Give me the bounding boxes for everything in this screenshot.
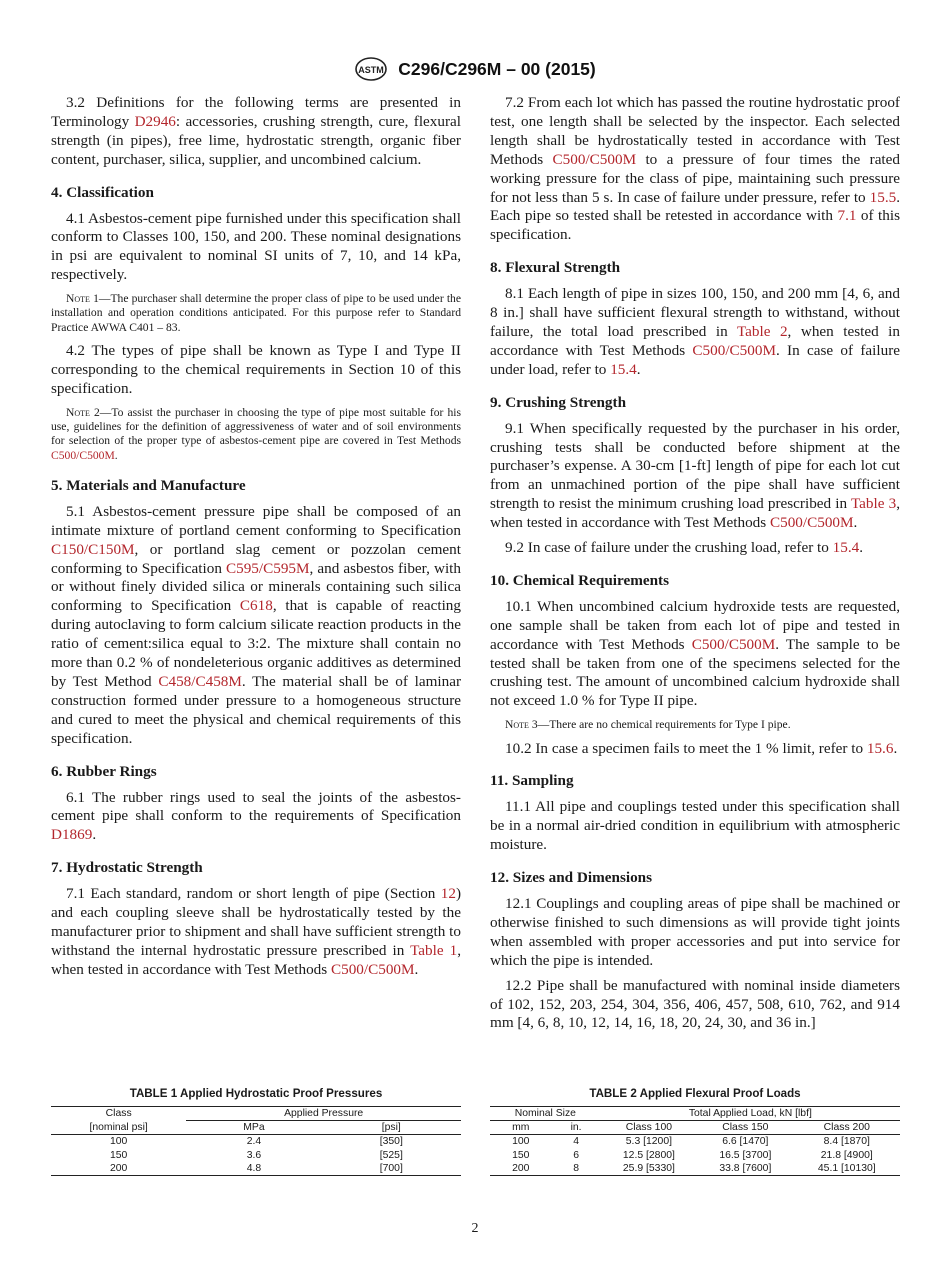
- link-c500[interactable]: C500/C500M: [552, 150, 637, 168]
- link-7-1[interactable]: 7.1: [837, 207, 857, 225]
- table-cell: 150: [512, 1149, 530, 1161]
- table-header: Class 100: [601, 1121, 697, 1135]
- table-cell: 8: [552, 1162, 601, 1176]
- astm-logo-icon: [354, 56, 388, 82]
- note-2: Note 2—To assist the purchaser in choosing the type of pipe most suitable for his use, guidelines for the definition of aggressiveness of water and of soil environments for selection of the proper type of asbestos-cement pipe are covered in Test Methods C500/C500M.: [51, 405, 461, 462]
- note-1: Note 1—The purchaser shall determine the proper class of pipe to be used under the installation and operation conditions anticipated. For this purpose refer to Standard Practice AWWA C401 – 83.: [51, 292, 461, 334]
- para-4-1: 4.1 Asbestos-cement pipe furnished under this specification shall conform to Classes 100, 150, and 200. These nominal designations in psi are equivalent to nominal SI units of 7, 10, and 14 kPa, respectively.: [51, 209, 461, 284]
- page-number: 2: [471, 1221, 479, 1236]
- link-d1869[interactable]: D1869: [51, 826, 93, 844]
- table-cell: 3.6: [246, 1149, 262, 1161]
- table-header: Class 200: [794, 1121, 900, 1135]
- table-cell: 4: [573, 1136, 579, 1148]
- table-cell: 100: [109, 1136, 128, 1148]
- table-cell: 200: [51, 1162, 186, 1176]
- para-12-2: 12.2 Pipe shall be manufactured with nominal inside diameters of 102, 152, 203, 254, 304, 356, 406, 457, 508, 610, 762, and 914 mm [4, 6, 8, 10, 12, 14, 16, 18, 20, 24, 30, and 36 in.]: [490, 976, 900, 1032]
- para-4-2: 4.2 The types of pipe shall be known as Type I and Type II corresponding to the chemical requirements in Section 10 of this specification.: [51, 342, 461, 397]
- link-table-3[interactable]: Table 3: [850, 495, 897, 513]
- left-column: [51, 94, 461, 980]
- link-15-4[interactable]: 15.4: [832, 539, 860, 557]
- para-6-1: 6.1 The rubber rings used to seal the joints of the asbestos-cement pipe shall conform to the requirements of Specification D1869.: [51, 788, 461, 844]
- table-cell: 5.3 [1200]: [625, 1136, 673, 1148]
- link-c595[interactable]: C595/C595M: [225, 559, 310, 577]
- svg-text:ASTM: ASTM: [358, 65, 384, 75]
- table-cell: 150: [109, 1149, 128, 1161]
- table-cell: [525]: [379, 1149, 403, 1161]
- link-c500[interactable]: C500/C500M: [330, 960, 415, 978]
- table-row: [51, 1135, 461, 1149]
- link-d2946[interactable]: D2946: [134, 112, 176, 130]
- link-c618[interactable]: C618: [239, 597, 273, 615]
- section-9-heading: 9. Crushing Strength: [490, 393, 627, 411]
- table-row: [490, 1162, 900, 1176]
- table-cell: 12.5 [2800]: [622, 1149, 675, 1161]
- table-cell: [700]: [322, 1162, 461, 1176]
- table-cell: 45.1 [10130]: [794, 1162, 900, 1176]
- table-cell: [350]: [379, 1136, 403, 1148]
- link-15-5[interactable]: 15.5: [869, 188, 897, 206]
- table-cell: 8.4 [1870]: [823, 1136, 870, 1148]
- section-7-heading: 7. Hydrostatic Strength: [51, 859, 203, 877]
- table-header: [psi]: [322, 1121, 461, 1135]
- table-cell: 200: [490, 1162, 552, 1176]
- table-row: [51, 1149, 461, 1162]
- page-header: [0, 56, 950, 82]
- table-cell: 16.5 [3700]: [719, 1149, 772, 1161]
- link-section-12[interactable]: 12: [440, 885, 456, 903]
- table-header: Applied Pressure: [186, 1107, 461, 1121]
- para-7-1: 7.1 Each standard, random or short length of pipe (Section 12) and each coupling sleeve shall be hydrostatically tested by the manufacturer prior to shipment and shall have sufficient strength to withstand the internal hydrostatic pressure prescribed in Table 1, when tested in accordance with Test Methods C500/C500M.: [51, 885, 461, 978]
- link-c500[interactable]: C500/C500M: [692, 341, 776, 359]
- section-5-heading: 5. Materials and Manufacture: [51, 476, 246, 494]
- table-header: [nominal psi]: [51, 1121, 186, 1135]
- para-9-2: 9.2 In case of failure under the crushing load, refer to 15.4.: [505, 539, 864, 557]
- link-table-1[interactable]: Table 1: [410, 941, 458, 959]
- table-cell: 6.6 [1470]: [722, 1136, 769, 1148]
- table-header: Class 150: [697, 1121, 793, 1135]
- para-11-1: 11.1 All pipe and couplings tested under this specification shall be in a normal air-dried condition in equilibrium with atmospheric moisture.: [490, 798, 900, 854]
- table-cell: 2.4: [246, 1136, 262, 1148]
- table-row: [490, 1149, 900, 1162]
- table-cell: 25.9 [5330]: [601, 1162, 697, 1176]
- para-3-2: 3.2 Definitions for the following terms are presented in Terminology D2946: accessories, crushing strength, cure, flexural strength (in pipes), free lime, hydrostatic strength, organic fiber content, purchaser, silica, supplier, and uncombined calcium.: [51, 94, 461, 168]
- table-header: in.: [552, 1121, 601, 1135]
- table-cell: 21.8 [4900]: [820, 1149, 873, 1161]
- note-3: Note 3—There are no chemical requirements for Type I pipe.: [505, 718, 791, 732]
- link-c500[interactable]: C500/C500M: [51, 448, 115, 462]
- link-15-6[interactable]: 15.6: [866, 739, 894, 757]
- document-designation: C296/C296M – 00 (2015): [398, 58, 596, 79]
- para-10-1: 10.1 When uncombined calcium hydroxide tests are requested, one sample shall be taken from each lot of pipe and tested in accordance with Test Methods C500/C500M. The sample to be tested shall be taken from one of the specimens selected for the crushing test. The amount of uncombined calcium hydroxide shall not exceed 1.0 % for Type II pipe.: [490, 597, 900, 710]
- table-row: [490, 1135, 900, 1149]
- link-c500[interactable]: C500/C500M: [769, 514, 854, 532]
- link-c150[interactable]: C150/C150M: [51, 540, 135, 558]
- table-1-grid: [51, 1106, 461, 1176]
- para-12-1: 12.1 Couplings and coupling areas of pipe shall be machined or otherwise finished to such dimensions as will provide tight joints when assembled with proper accessories and put into service for which the pipe is intended.: [490, 895, 900, 969]
- link-c458[interactable]: C458/C458M: [158, 673, 242, 691]
- table-header: Nominal Size: [490, 1107, 601, 1121]
- right-column: [490, 94, 900, 1033]
- table-2: [490, 1087, 900, 1176]
- section-4-heading: 4. Classification: [51, 183, 154, 201]
- table-1: [51, 1087, 461, 1176]
- section-11-heading: 11. Sampling: [490, 772, 574, 790]
- table-cell: 4.8: [186, 1162, 321, 1176]
- table-1-caption: TABLE 1 Applied Hydrostatic Proof Pressures: [129, 1087, 383, 1100]
- table-2-grid: [490, 1106, 900, 1176]
- section-10-heading: 10. Chemical Requirements: [490, 571, 669, 589]
- link-c500[interactable]: C500/C500M: [691, 635, 776, 653]
- link-15-4[interactable]: 15.4: [610, 360, 637, 378]
- para-5-1: 5.1 Asbestos-cement pressure pipe shall be composed of an intimate mixture of portland cement conforming to Specification C150/C150M, or portland slag cement or pozzolan cement conforming to Specification C595/C595M, and asbestos fiber, with or without finely divided silica or minerals containing such silica conforming to Specification C618, that is capable of reacting during autoclaving to form calcium silicate reaction products in the ratio of cement:silica equal to 3:2. The mixture shall contain no more than 0.2 % of nondeleterious organic additives as determined by Test Method C458/C458M. The material shall be of laminar construction formed under pressure to a homogeneous structure and cured to meet the physical and chemical requirements of this specification.: [51, 502, 461, 747]
- para-10-2: 10.2 In case a specimen fails to meet the 1 % limit, refer to 15.6.: [505, 739, 898, 757]
- section-6-heading: 6. Rubber Rings: [51, 762, 157, 780]
- table-cell: 100: [512, 1136, 530, 1148]
- table-header: mm: [490, 1121, 552, 1135]
- section-8-heading: 8. Flexural Strength: [490, 259, 621, 277]
- table-header: Total Applied Load, kN [lbf]: [601, 1107, 900, 1121]
- table-header: MPa: [186, 1121, 321, 1135]
- link-table-2[interactable]: Table 2: [736, 322, 788, 340]
- table-cell: 6: [573, 1149, 579, 1161]
- table-2-caption: TABLE 2 Applied Flexural Proof Loads: [589, 1087, 801, 1100]
- section-12-heading: 12. Sizes and Dimensions: [490, 869, 653, 887]
- table-row: [51, 1162, 461, 1176]
- table-header: Class: [51, 1107, 186, 1121]
- table-cell: 33.8 [7600]: [697, 1162, 793, 1176]
- para-7-2: 7.2 From each lot which has passed the routine hydrostatic proof test, one length shall be selected by the inspector. Each selected length shall be hydrostatically tested in accordance with Test Methods C500/C500M to a pressure of four times the rated working pressure for the class of pipe, maintaining such pressure for not less than 5 s. In case of failure under pressure, refer to 15.5. Each pipe so tested shall be retested in accordance with 7.1 of this specification.: [490, 94, 900, 244]
- para-8-1: 8.1 Each length of pipe in sizes 100, 150, and 200 mm [4, 6, and 8 in.] shall have sufficient flexural strength to withstand, without failure, the total load prescribed in Table 2, when tested in accordance with Test Methods C500/C500M. In case of failure under load, refer to 15.4.: [490, 285, 900, 378]
- para-9-1: 9.1 When specifically requested by the purchaser in his order, crushing tests shall be conducted before shipment at the purchaser’s expense. A 30-cm [1-ft] length of pipe for each lot cut from an unmachined portion of the pipe shall have sufficient strength to resist the minimum crushing load prescribed in Table 3, when tested in accordance with Test Methods C500/C500M.: [490, 419, 900, 532]
